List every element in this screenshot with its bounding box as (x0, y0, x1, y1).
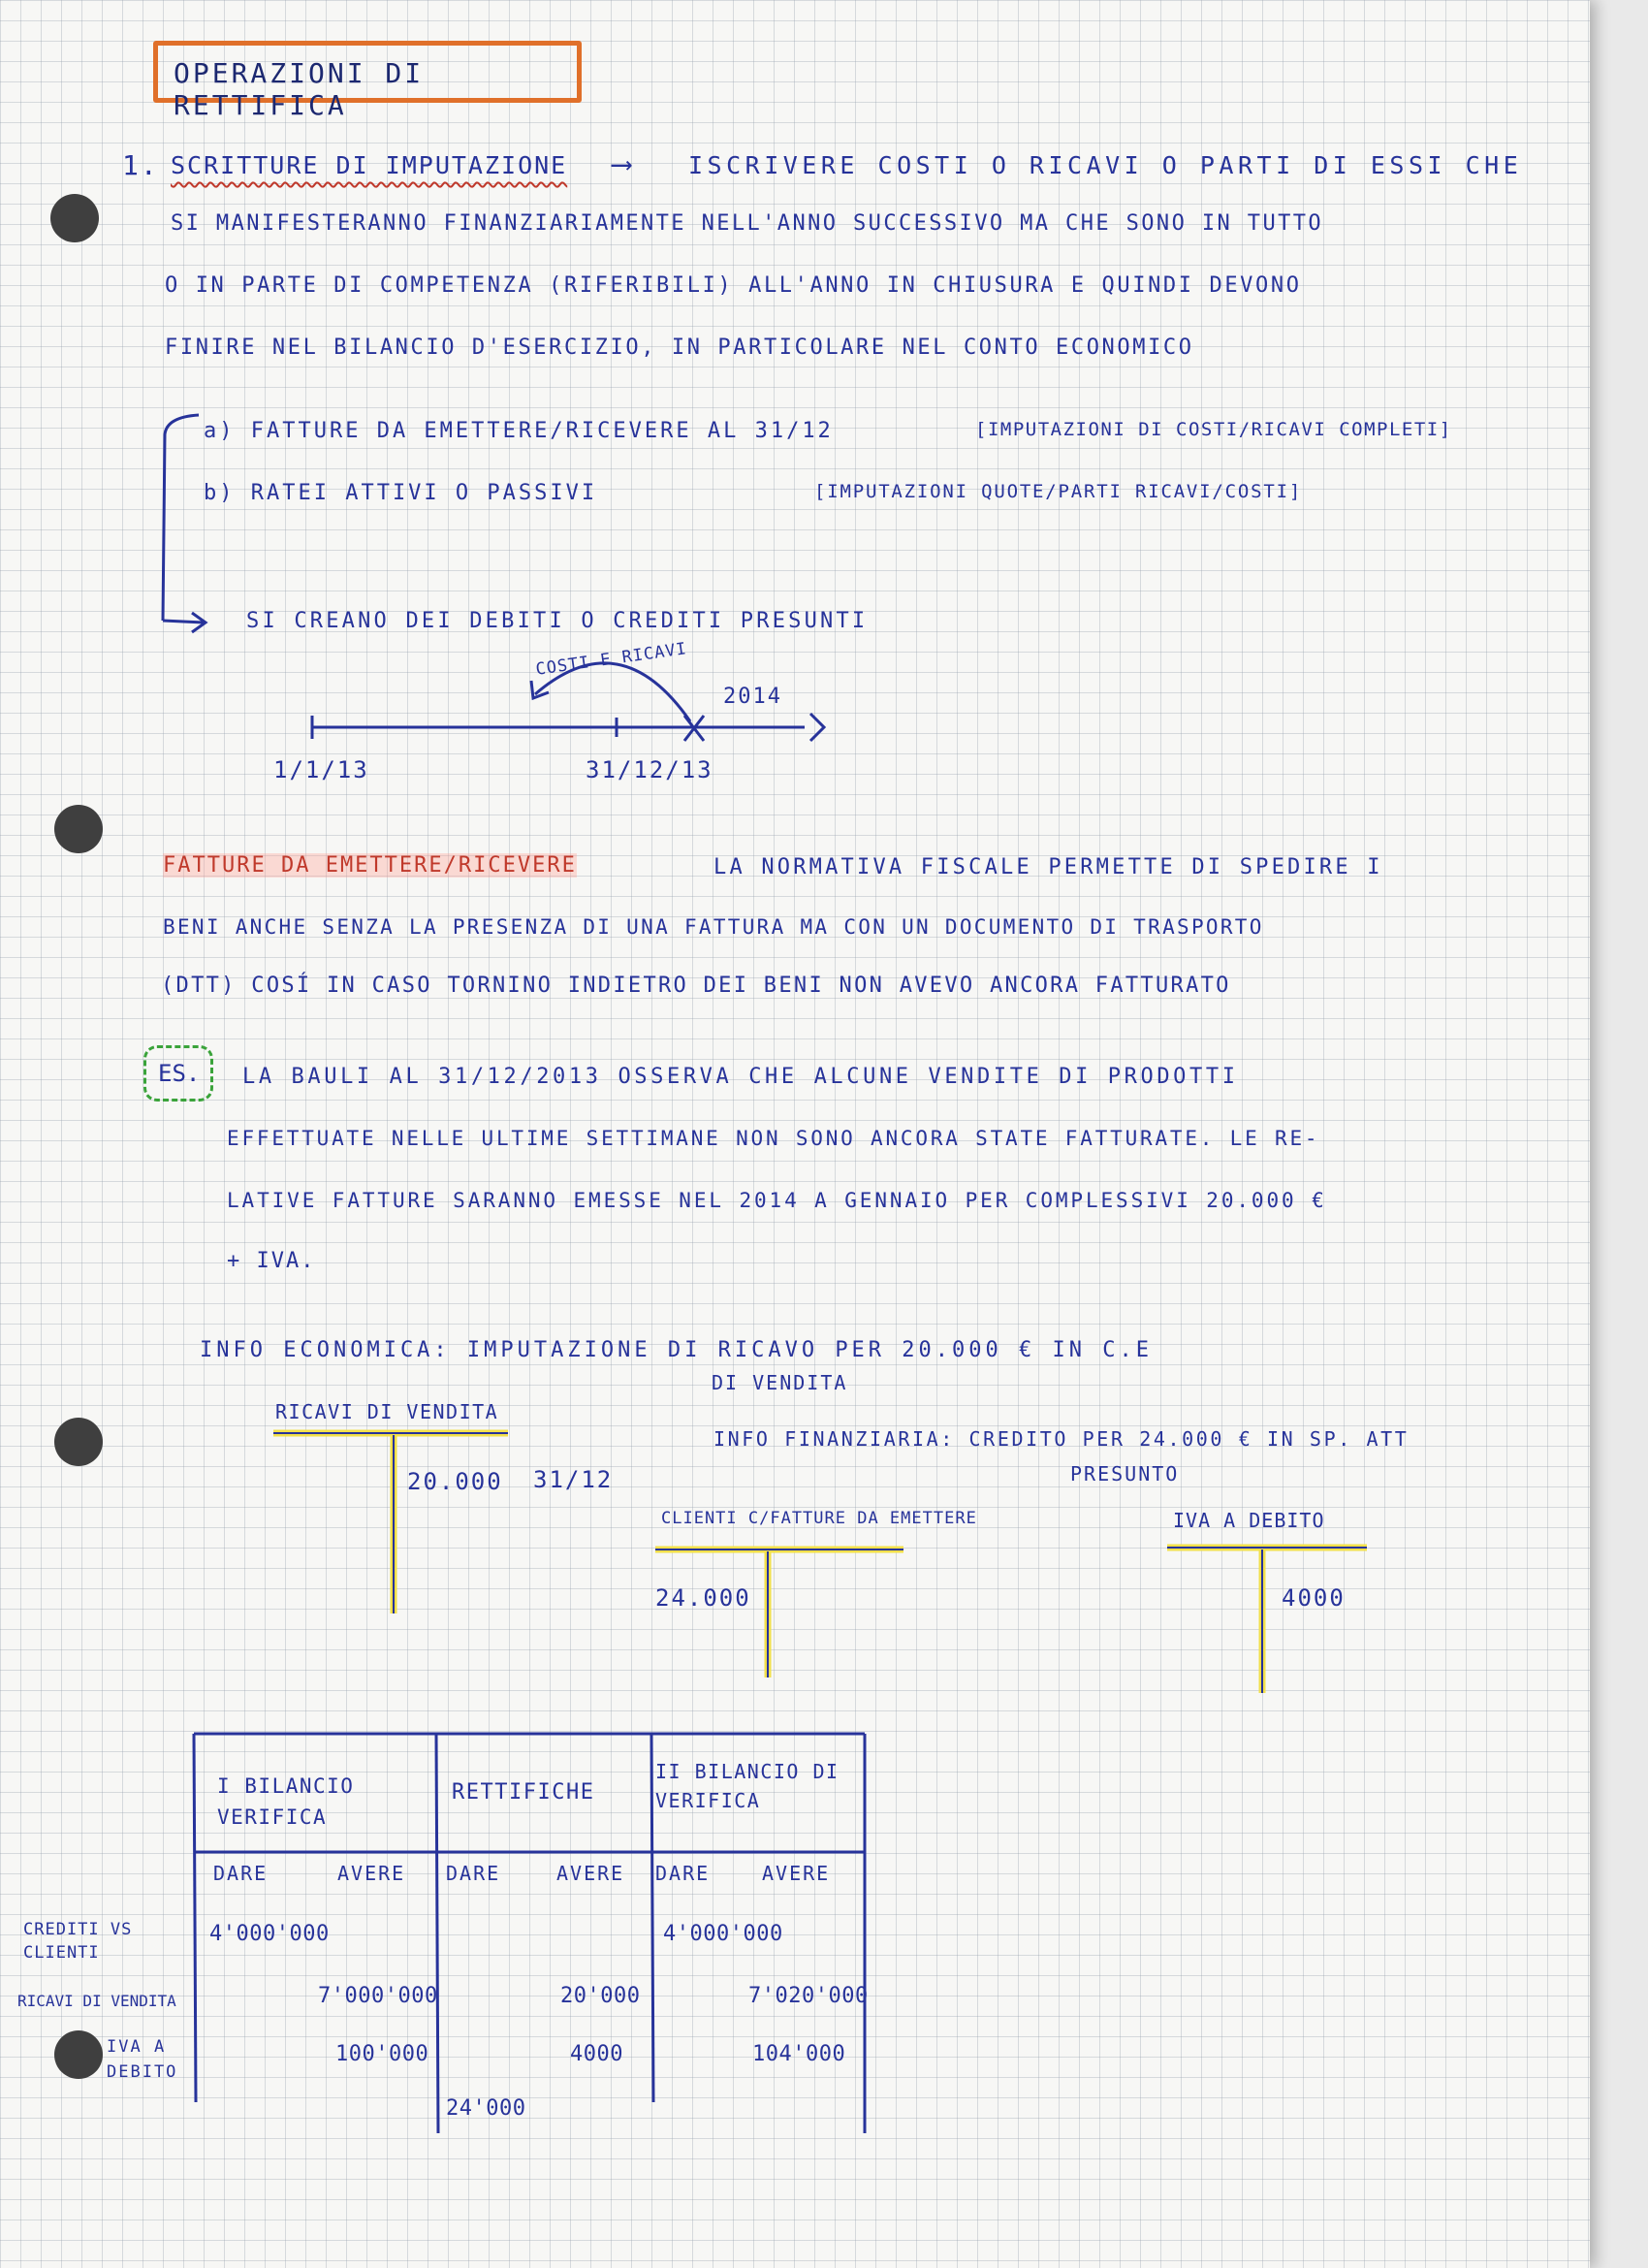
table-subhead-avere: AVERE (556, 1862, 625, 1885)
example-badge-label: ES. (158, 1060, 201, 1087)
timeline-end: 31/12/13 (586, 756, 713, 783)
info-economica: INFO ECONOMICA: IMPUTAZIONE DI RICAVO PER 20.000 € IN C.E (200, 1338, 1153, 1362)
balance-table-grid (194, 1734, 865, 2133)
table-row-label: IVA A DEBITO (107, 2037, 178, 2082)
table-cell: 4'000'000 (663, 1922, 783, 1946)
t-account-name: IVA A DEBITO (1173, 1509, 1325, 1532)
section2-line: (DTT) COSÍ IN CASO TORNINO INDIETRO DEI BENI NON AVEVO ANCORA FATTURATO (161, 974, 1231, 998)
section1-number: 1. (122, 149, 159, 181)
table-cell: 4000 (570, 2042, 623, 2066)
table-group-header: RETTIFICHE (452, 1780, 595, 1805)
example-line: LATIVE FATTURE SARANNO EMESSE NEL 2014 A GENNAIO PER COMPLESSIVI 20.000 € (227, 1189, 1327, 1212)
timeline-year: 2014 (723, 685, 782, 709)
section1-arrow: ⟶ (613, 147, 633, 181)
info-finanziaria-sub: PRESUNTO (1070, 1462, 1180, 1485)
timeline-start: 1/1/13 (273, 756, 369, 783)
item-b: b) RATEI ATTIVI O PASSIVI (204, 481, 598, 505)
page-title: OPERAZIONI DI RETTIFICA (174, 57, 425, 121)
table-cell: 104'000 (752, 2042, 846, 2066)
section1-line: SI MANIFESTERANNO FINANZIARIAMENTE NELL'ANNO SUCCESSIVO MA CHE SONO IN TUTTO (171, 211, 1324, 236)
table-subhead-avere: AVERE (337, 1862, 406, 1885)
t-account-value: 24.000 (655, 1584, 751, 1612)
example-line: + IVA. (227, 1249, 316, 1273)
table-subhead-dare: DARE (213, 1862, 269, 1885)
table-subhead-avere: AVERE (762, 1862, 831, 1885)
example-line: EFFETTUATE NELLE ULTIME SETTIMANE NON SONO ANCORA STATE FATTURATE. LE RE- (227, 1127, 1320, 1150)
t-account-name: CLIENTI C/FATTURE DA EMETTERE (661, 1509, 977, 1528)
table-cell: 24'000 (446, 2096, 526, 2121)
table-group-header: I BILANCIO VERIFICA (217, 1774, 355, 1829)
table-cell: 4'000'000 (209, 1922, 330, 1946)
timeline-arrow-icon (810, 714, 824, 741)
table-cell: 7'000'000 (318, 1984, 438, 2008)
table-subhead-dare: DARE (446, 1862, 501, 1885)
timeline-arc (535, 663, 690, 721)
t-account-value: 20.000 (407, 1468, 503, 1495)
table-cell: 100'000 (335, 2042, 429, 2066)
item-a: a) FATTURE DA EMETTERE/RICEVERE AL 31/12 (204, 419, 834, 443)
list-bracket-icon (163, 415, 199, 621)
section1-line: ISCRIVERE COSTI O RICAVI O PARTI DI ESSI CHE (688, 151, 1523, 179)
section1-line: FINIRE NEL BILANCIO D'ESERCIZIO, IN PARTICOLARE NEL CONTO ECONOMICO (165, 335, 1194, 360)
section2-line: BENI ANCHE SENZA LA PRESENZA DI UNA FATTURA MA CON UN DOCUMENTO DI TRASPORTO (163, 915, 1264, 939)
info-finanziaria: INFO FINANZIARIA: CREDITO PER 24.000 € IN SP. ATT (713, 1427, 1410, 1451)
table-cell: 7'020'000 (748, 1984, 869, 2008)
bracket-arrow-line (163, 621, 204, 623)
timeline-arc-label: COSTI E RICAVI (534, 639, 688, 680)
section2-heading: FATTURE DA EMETTERE/RICEVERE (163, 853, 577, 878)
table-group-header: II BILANCIO DI VERIFICA (655, 1760, 840, 1812)
info-economica-sub: DI VENDITA (712, 1371, 848, 1394)
section1-heading: SCRITTURE DI IMPUTAZIONE (171, 151, 568, 179)
t-account-value: 4000 (1282, 1584, 1346, 1612)
item-a-note: [IMPUTAZIONI DI COSTI/RICAVI COMPLETI] (975, 419, 1452, 440)
example-line: LA BAULI AL 31/12/2013 OSSERVA CHE ALCUNE VENDITE DI PRODOTTI (242, 1065, 1239, 1089)
table-row-label: CREDITI VS CLIENTI (23, 1920, 133, 1963)
table-row-label: RICAVI DI VENDITA (17, 1992, 176, 2010)
section1-line: O IN PARTE DI COMPETENZA (RIFERIBILI) ALL'ANNO IN CHIUSURA E QUINDI DEVONO (165, 273, 1302, 298)
section1-result: SI CREANO DEI DEBITI O CREDITI PRESUNTI (246, 609, 869, 633)
section2-line: LA NORMATIVA FISCALE PERMETTE DI SPEDIRE I (713, 855, 1383, 879)
item-b-note: [IMPUTAZIONI QUOTE/PARTI RICAVI/COSTI] (814, 481, 1303, 502)
t-account-date: 31/12 (533, 1466, 614, 1493)
table-cell: 20'000 (560, 1984, 641, 2008)
table-subhead-dare: DARE (655, 1862, 711, 1885)
t-account-name: RICAVI DI VENDITA (275, 1400, 499, 1423)
